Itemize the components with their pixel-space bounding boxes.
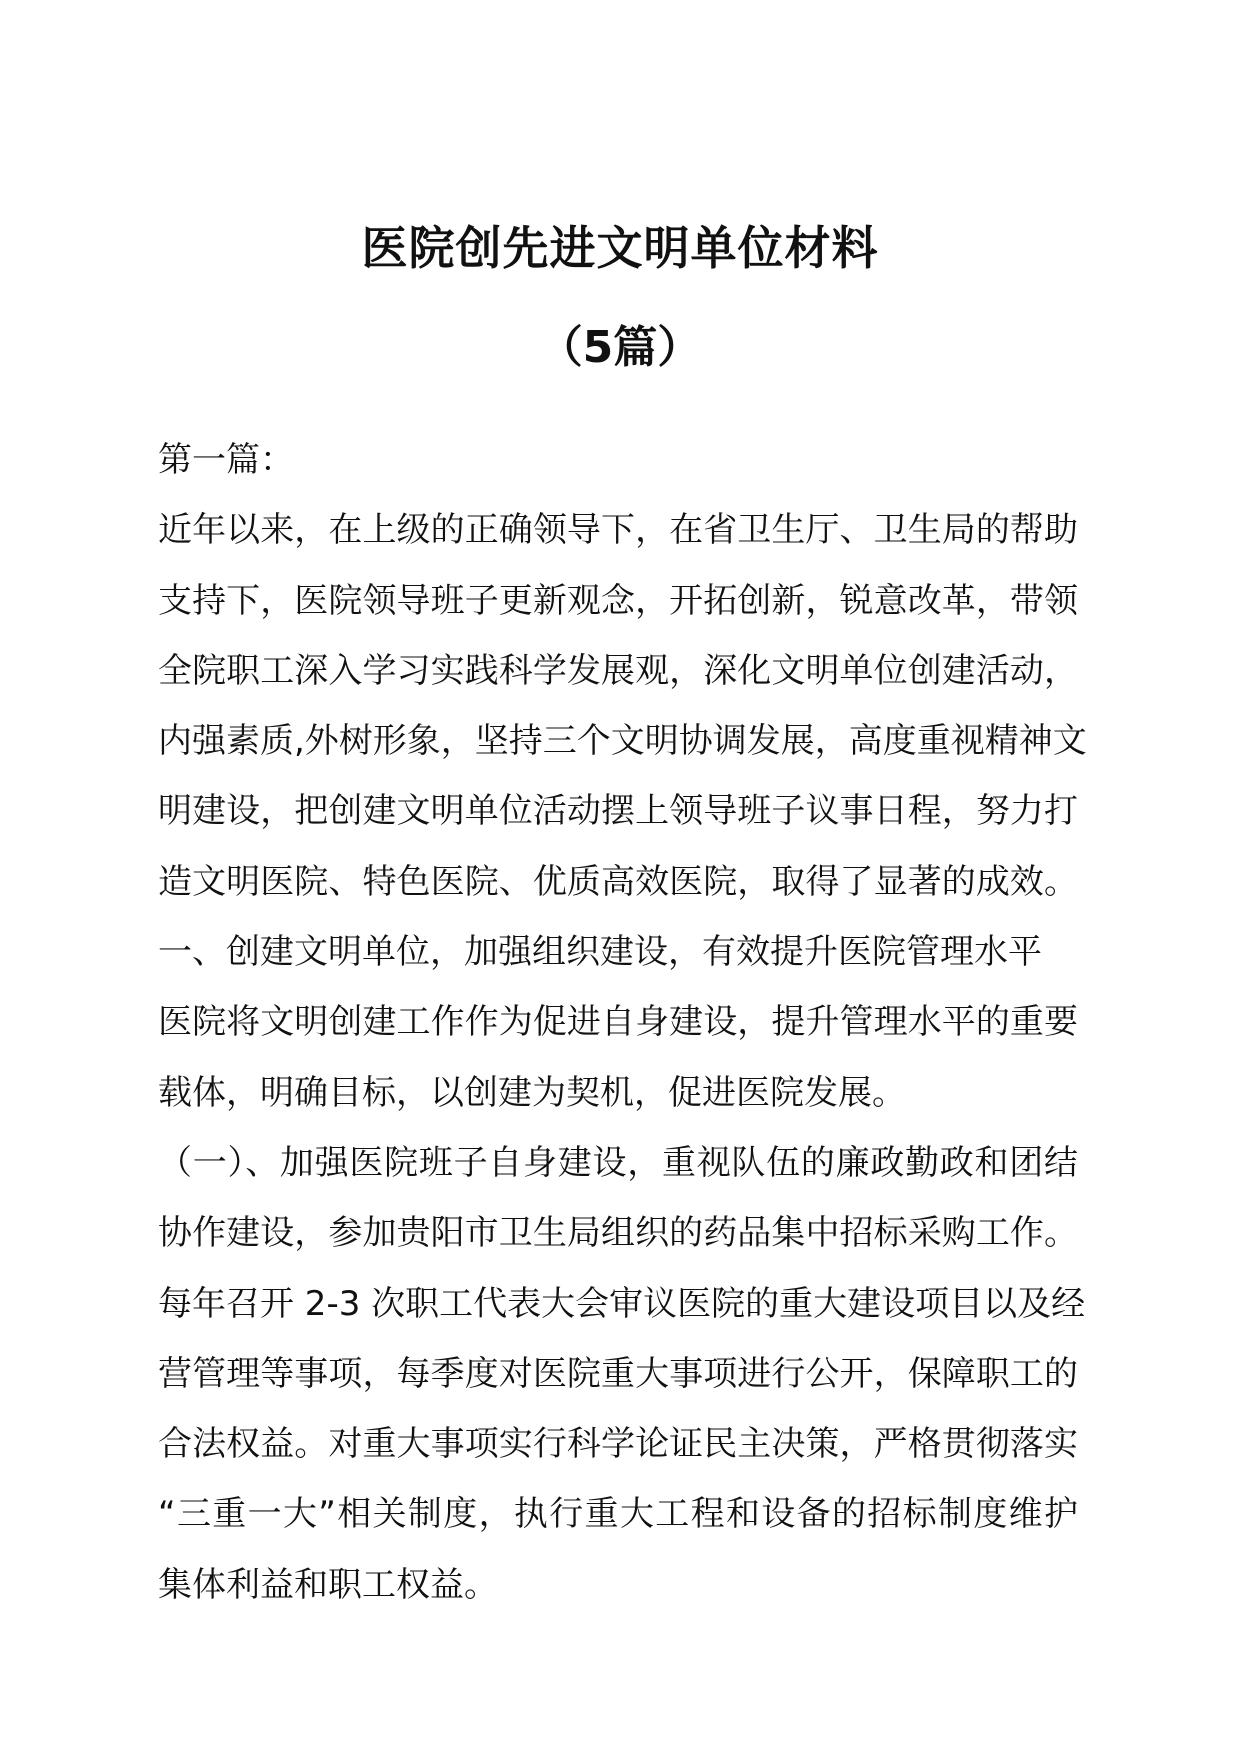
paragraph-line: 支持下，医院领导班子更新观念，开拓创新，锐意改革，带领: [158, 580, 1078, 621]
paragraph-line: 合法权益。对重大事项实行科学论证民主决策，严格贯彻落实: [158, 1424, 1078, 1465]
subsection-heading: 一、创建文明单位，加强组织建设，有效提升医院管理水平: [158, 932, 1042, 973]
paragraph-line: 载体，明确目标，以创建为契机，促进医院发展。: [158, 1072, 906, 1113]
document-body: [158, 425, 1087, 1620]
document-subtitle: （5篇）: [538, 322, 702, 373]
paragraph-line: 全院职工深入学习实践科学发展观，深化文明单位创建活动，: [158, 650, 1078, 691]
paragraph-line: 医院将文明创建工作作为促进自身建设，提升管理水平的重要: [158, 1002, 1078, 1043]
paragraph-line: 近年以来，在上级的正确领导下，在省卫生厅、卫生局的帮助: [158, 510, 1078, 551]
paragraph-line: 每年召开 2-3 次职工代表大会审议医院的重大建设项目以及经: [158, 1283, 1086, 1324]
paragraph-line: 营管理等事项，每季度对医院重大事项进行公开，保障职工的: [158, 1353, 1078, 1394]
section-heading: 第一篇：: [158, 440, 294, 480]
document-title: 医院创先进文明单位材料: [361, 221, 879, 275]
paragraph-line: 内强素质,外树形象，坚持三个文明协调发展，高度重视精神文: [158, 721, 1087, 762]
paragraph-line: （一）、加强医院班子自身建设，重视队伍的廉政勤政和团结: [158, 1142, 1078, 1183]
paragraph-line: “三重一大”相关制度，执行重大工程和设备的招标制度维护: [158, 1494, 1078, 1535]
paragraph-line: 造文明医院、特色医院、优质高效医院，取得了显著的成效。: [158, 861, 1078, 902]
paragraph-line: 明建设，把创建文明单位活动摆上领导班子议事日程，努力打: [158, 791, 1078, 832]
paragraph-line: 协作建设，参加贵阳市卫生局组织的药品集中招标采购工作。: [158, 1213, 1078, 1254]
paragraph-line: 集体利益和职工权益。: [158, 1564, 498, 1605]
